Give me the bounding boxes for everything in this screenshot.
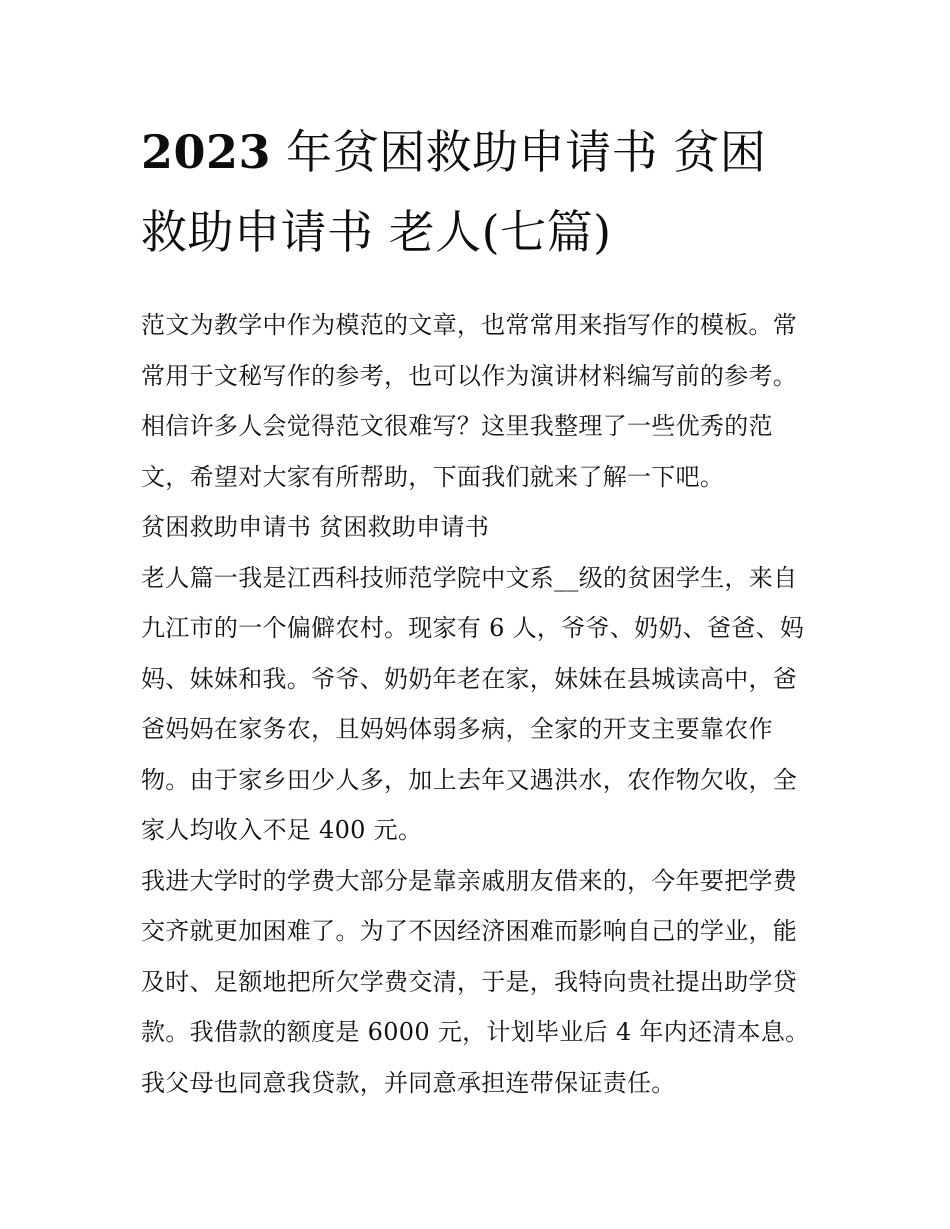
text-line: 交齐就更加困难了。为了不因经济困难而影响自己的学业，能 — [141, 917, 798, 945]
text-line: 我进大学时的学费大部分是靠亲戚朋友借来的，今年要把学费 — [141, 866, 798, 895]
document-title — [141, 112, 813, 272]
paragraph-background — [141, 553, 813, 856]
title-line-1 — [141, 112, 813, 192]
paragraph-subtitle — [141, 502, 813, 553]
title-line-2: 救助申请书 老人(七篇) — [141, 205, 612, 259]
paragraph-intro — [141, 300, 813, 502]
document-body — [141, 300, 813, 1108]
text-line: 文，希望对大家有所帮助，下面我们就来了解一下吧。 — [141, 462, 725, 491]
text-line: 爸妈妈在家务农，且妈妈体弱多病，全家的开支主要靠农作 — [141, 715, 773, 743]
paragraph-loan-request — [141, 856, 813, 1058]
text-line: 我父母也同意我贷款，并同意承担连带保证责任。 — [141, 1068, 676, 1097]
text-line: 家人均收入不足 400 元。 — [141, 816, 423, 844]
text-line: 常用于文秘写作的参考，也可以作为演讲材料编写前的参考。 — [141, 361, 798, 390]
text-line: 贫困救助申请书 贫困救助申请书 — [141, 513, 490, 541]
text-line: 及时、足额地把所欠学费交清，于是，我特向贵社提出助学贷 — [141, 967, 798, 996]
text-line: 款。我借款的额度是 6000 元，计划毕业后 4 年内还清本息。 — [141, 1018, 810, 1046]
document-page — [141, 112, 813, 1108]
text-line: 相信许多人会觉得范文很难写？这里我整理了一些优秀的范 — [141, 412, 773, 440]
paragraph-guarantee — [141, 1058, 813, 1109]
title-year: 2023 — [141, 125, 272, 179]
text-line: 范文为教学中作为模范的文章，也常常用来指写作的模板。常 — [141, 311, 798, 339]
text-line: 物。由于家乡田少人多，加上去年又遇洪水，农作物欠收，全 — [141, 765, 798, 794]
text-line: 九江市的一个偏僻农村。现家有 6 人，爷爷、奶奶、爸爸、妈 — [141, 614, 805, 642]
text-line: 老人篇一我是江西科技师范学院中文系__级的贫困学生，来自 — [141, 563, 798, 592]
title-line-1-text: 年贫困救助申请书 贫困 — [271, 125, 767, 179]
text-line: 妈、妹妹和我。爷爷、奶奶年老在家，妹妹在县城读高中，爸 — [141, 664, 798, 693]
